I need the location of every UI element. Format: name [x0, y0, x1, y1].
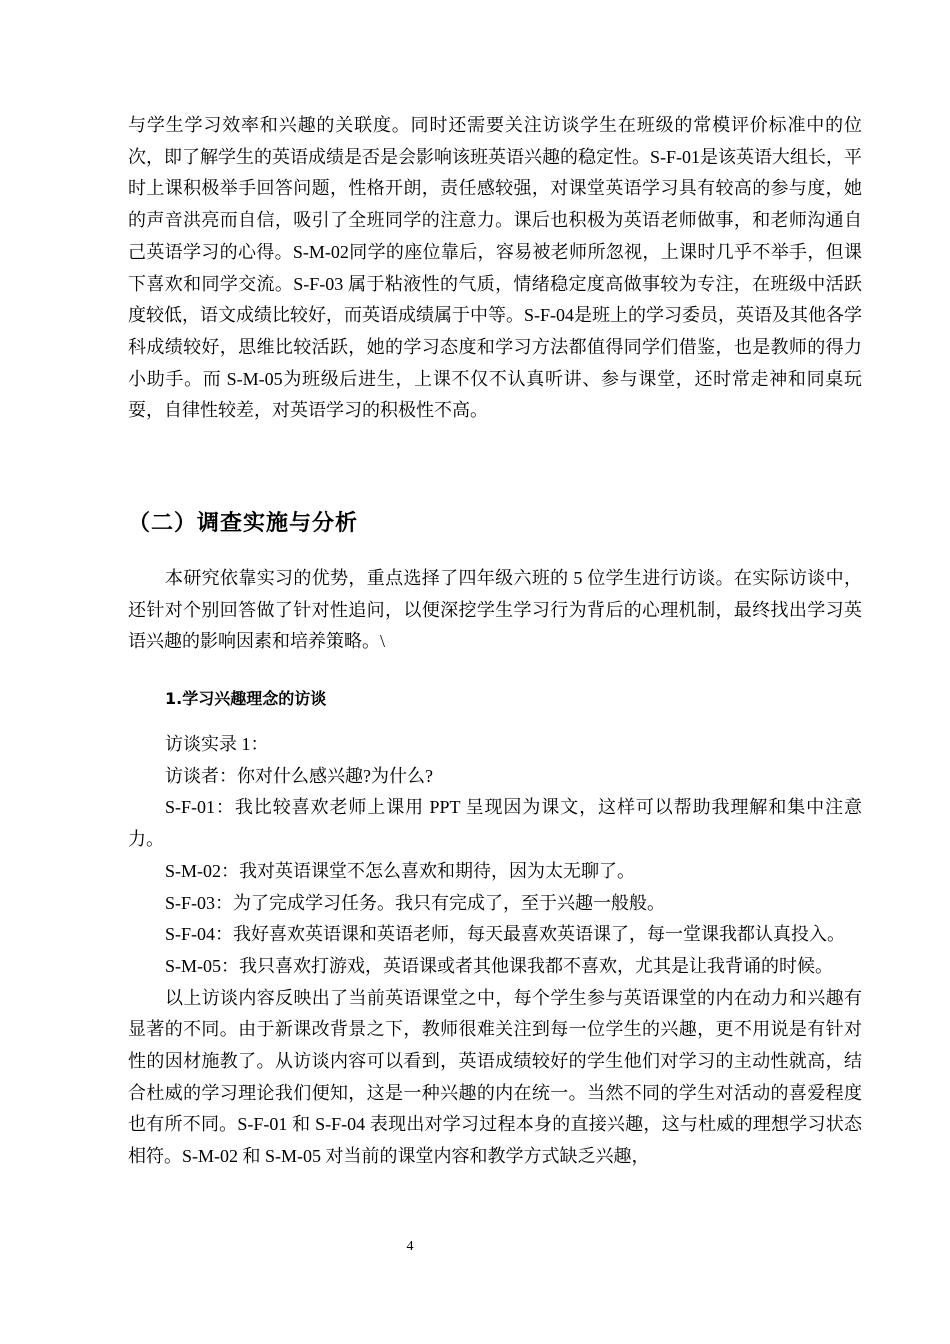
interview-question: 访谈者：你对什么感兴趣?为什么?	[165, 765, 433, 786]
intro-section	[128, 110, 862, 427]
answer-s-f-01: S-F-01：我比较喜欢老师上课用 PPT 呈现因为课文，这样可以帮助我理解和集中注意力。	[128, 797, 862, 850]
section-body	[128, 563, 862, 658]
interview-title: 访谈实录 1：	[165, 734, 269, 754]
analysis-paragraph: 以上访谈内容反映出了当前英语课堂之中，每个学生参与英语课堂的内在动力和兴趣有显著的不同。由于新课改背景之下，教师很难关注到每一位学生的兴趣，更不用说是有针对性的因材施教了。从访谈内容可以看到，英语成绩较好的学生他们对学习的主动性就高，结合杜威的学习理论我们便知，这是一种兴趣的内在统一。当然不同的学生对活动的喜爱程度也有所不同。S-F-01 和 S-F-04 表现出对学习过程本身的直接兴趣，这与杜威的理想学习状态相符。S-M-02 和 S-M-05 对当前的课堂内容和教学方式缺乏兴趣，	[128, 987, 862, 1167]
intro-paragraph: 与学生学习效率和兴趣的关联度。同时还需要关注访谈学生在班级的常模评价标准中的位次，即了解学生的英语成绩是否是会影响该班英语兴趣的稳定性。S-F-01是该英语大组长，平时上课积极举手回答问题，性格开朗，责任感较强，对课堂英语学习具有较高的参与度，她的声音洪亮而自信，吸引了全班同学的注意力。课后也积极为英语老师做事，和老师沟通自己英语学习的心得。S-M-02同学的座位靠后，容易被老师所忽视，上课时几乎不举手，但课下喜欢和同学交流。S-F-03 属于粘液性的气质，情绪稳定度高做事较为专注，在班级中活跃度较低，语文成绩比较好，而英语成绩属于中等。S-F-04是班上的学习委员，英语及其他各学科成绩较好，思维比较活跃，她的学习态度和学习方法都值得同学们借鉴，也是教师的得力小助手。而 S-M-05为班级后进生，上课不仅不认真听讲、参与课堂，还时常走神和同桌玩耍，自律性较差，对英语学习的积极性不高。	[128, 115, 863, 421]
answer-s-f-04: S-F-04：我好喜欢英语课和英语老师，每天最喜欢英语课了，每一堂课我都认真投入。	[165, 924, 846, 945]
answer-s-m-05: S-M-05：我只喜欢打游戏，英语课或者其他课我都不喜欢，尤其是让我背诵的时候。	[165, 955, 834, 976]
section-paragraph: 本研究依靠实习的优势，重点选择了四年级六班的 5 位学生进行访谈。在实际访谈中，还针对个别回答做了针对性追问，以便深挖学生学习行为背后的心理机制，最终找出学习英语兴趣的影响因素和培养策略。\	[128, 568, 862, 652]
answer-s-m-02: S-M-02：我对英语课堂不怎么喜欢和期待，因为太无聊了。	[165, 860, 636, 881]
section-heading: （二）调查实施与分析	[128, 511, 359, 536]
answer-s-f-03: S-F-03：为了完成学习任务。我只有完成了，至于兴趣一般般。	[165, 892, 666, 913]
page-number: 4	[406, 1239, 414, 1254]
interview-section	[128, 729, 862, 1173]
subheading: 1.学习兴趣理念的访谈	[165, 689, 327, 708]
